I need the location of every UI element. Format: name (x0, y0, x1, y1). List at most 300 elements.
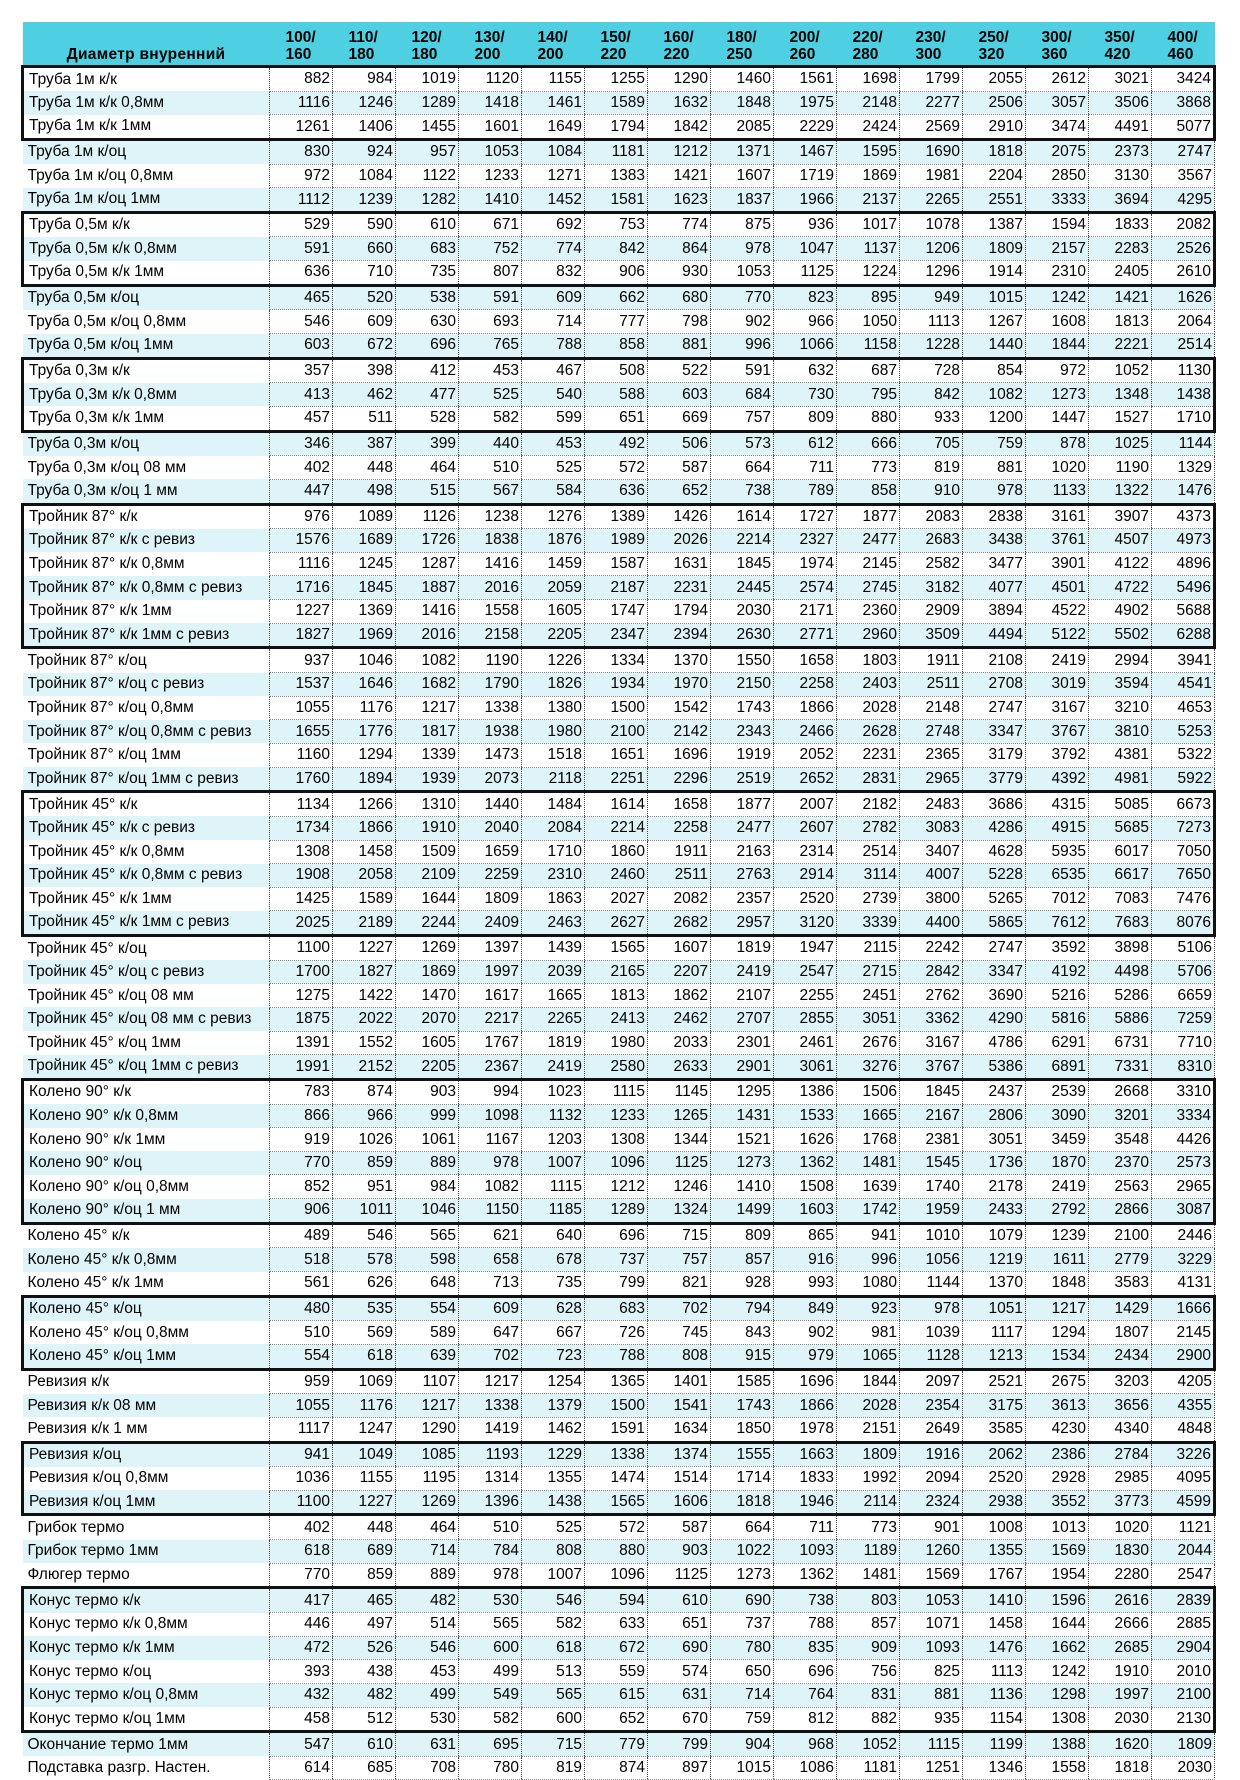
price-cell: 1869 (396, 960, 459, 984)
price-cell: 5122 (1026, 623, 1089, 648)
price-cell: 554 (396, 1296, 459, 1321)
price-cell: 3175 (963, 1394, 1026, 1418)
price-cell: 690 (711, 1588, 774, 1613)
price-cell: 2477 (837, 529, 900, 553)
price-cell: 968 (774, 1732, 837, 1757)
price-cell: 2666 (1089, 1613, 1152, 1637)
price-cell: 1290 (648, 67, 711, 92)
price-cell: 1966 (774, 188, 837, 213)
table-row (23, 792, 1215, 817)
price-cell: 1233 (459, 164, 522, 188)
price-cell: 7683 (1089, 911, 1152, 936)
header-column-diameter: 230/ 300 (900, 22, 963, 67)
price-cell: 1939 (396, 767, 459, 792)
price-cell: 2148 (837, 91, 900, 115)
price-cell: 1698 (837, 67, 900, 92)
price-cell: 5706 (1152, 960, 1215, 984)
price-cell: 2901 (711, 1055, 774, 1080)
price-cell: 1542 (648, 696, 711, 720)
product-name-cell: Конус термо к/оц (23, 1660, 270, 1684)
price-cell: 705 (900, 431, 963, 456)
header-column-diameter: 200/ 260 (774, 22, 837, 67)
price-cell: 652 (648, 479, 711, 504)
price-cell: 1561 (774, 67, 837, 92)
price-cell: 2885 (1152, 1613, 1215, 1637)
price-cell: 1794 (648, 600, 711, 624)
price-cell: 549 (459, 1683, 522, 1707)
price-cell: 518 (270, 1248, 333, 1272)
price-cell: 4400 (900, 911, 963, 936)
price-cell: 7259 (1152, 1007, 1215, 1031)
product-name-cell: Колено 90° к/к (23, 1079, 270, 1104)
price-cell: 1418 (459, 91, 522, 115)
price-cell: 2221 (1089, 334, 1152, 359)
price-cell: 1742 (837, 1199, 900, 1224)
price-cell: 2370 (1089, 1151, 1152, 1175)
price-cell: 1322 (1089, 479, 1152, 504)
price-cell: 1476 (963, 1636, 1026, 1660)
price-cell: 2463 (522, 911, 585, 936)
price-cell: 1587 (585, 552, 648, 576)
price-cell: 3201 (1089, 1104, 1152, 1128)
price-cell: 1410 (459, 188, 522, 213)
price-cell: 600 (522, 1707, 585, 1732)
price-cell: 1605 (522, 600, 585, 624)
product-name-cell: Тройник 87° к/оц 1мм (23, 743, 270, 767)
price-cell: 1370 (963, 1272, 1026, 1297)
price-cell: 2039 (522, 960, 585, 984)
table-row (23, 576, 1215, 600)
price-cell: 1144 (1152, 431, 1215, 456)
price-cell: 1509 (396, 840, 459, 864)
price-cell: 994 (459, 1079, 522, 1104)
price-cell: 1374 (648, 1442, 711, 1467)
price-cell: 5886 (1089, 1007, 1152, 1031)
price-cell: 513 (522, 1660, 585, 1684)
price-cell: 1716 (270, 576, 333, 600)
price-cell: 1649 (522, 115, 585, 140)
price-cell: 770 (711, 285, 774, 310)
price-cell: 1974 (774, 552, 837, 576)
price-cell: 2381 (900, 1128, 963, 1152)
price-cell: 1267 (963, 310, 1026, 334)
price-cell: 2163 (711, 840, 774, 864)
product-name-cell: Конус термо к/оц 1мм (23, 1707, 270, 1732)
price-cell: 1458 (333, 840, 396, 864)
price-cell: 3090 (1026, 1104, 1089, 1128)
price-cell: 1096 (585, 1563, 648, 1588)
product-name-cell: Конус термо к/к (23, 1588, 270, 1613)
price-cell: 2715 (837, 960, 900, 984)
price-cell: 3347 (963, 960, 1026, 984)
price-cell: 1071 (900, 1613, 963, 1637)
price-cell: 5216 (1026, 984, 1089, 1008)
price-cell: 875 (711, 212, 774, 237)
product-name-cell: Труба 0,5м к/к 1мм (23, 261, 270, 286)
price-cell: 784 (459, 1540, 522, 1564)
price-cell: 2547 (774, 960, 837, 984)
price-cell: 858 (837, 479, 900, 504)
price-cell: 1122 (396, 164, 459, 188)
price-cell: 808 (522, 1540, 585, 1564)
price-cell: 770 (270, 1151, 333, 1175)
price-cell: 689 (333, 1540, 396, 1564)
price-cell: 1133 (1026, 479, 1089, 504)
price-table-sheet (21, 22, 1213, 1780)
price-cell: 1860 (585, 840, 648, 864)
price-cell: 1534 (1026, 1344, 1089, 1369)
price-cell: 2433 (963, 1199, 1026, 1224)
price-cell: 3167 (900, 1031, 963, 1055)
price-cell: 1887 (396, 576, 459, 600)
price-cell: 957 (396, 139, 459, 164)
table-row (23, 1079, 1215, 1104)
price-cell: 765 (459, 334, 522, 359)
price-cell: 2145 (1152, 1321, 1215, 1345)
price-cell: 5816 (1026, 1007, 1089, 1031)
price-cell: 737 (711, 1613, 774, 1637)
price-cell: 4007 (900, 864, 963, 888)
price-cell: 880 (837, 406, 900, 431)
price-cell: 715 (648, 1223, 711, 1248)
price-cell: 525 (522, 1515, 585, 1540)
price-cell: 5935 (1026, 840, 1089, 864)
price-cell: 664 (711, 456, 774, 480)
product-name-cell: Труба 0,5м к/оц 0,8мм (23, 310, 270, 334)
price-cell: 857 (711, 1248, 774, 1272)
price-cell: 1219 (963, 1248, 1026, 1272)
product-name-cell: Труба 1м к/оц 0,8мм (23, 164, 270, 188)
price-cell: 1894 (333, 767, 396, 792)
price-cell: 1265 (648, 1104, 711, 1128)
price-cell: 2030 (1089, 1707, 1152, 1732)
price-cell: 1100 (270, 936, 333, 961)
price-cell: 2109 (396, 864, 459, 888)
price-cell: 780 (711, 1636, 774, 1660)
price-cell: 1116 (270, 552, 333, 576)
price-cell: 1181 (837, 1756, 900, 1780)
price-cell: 1803 (837, 648, 900, 673)
price-cell: 3761 (1026, 529, 1089, 553)
price-cell: 1614 (711, 504, 774, 529)
header-column-diameter: 130/ 200 (459, 22, 522, 67)
product-name-cell: Конус термо к/к 1мм (23, 1636, 270, 1660)
price-cell: 3310 (1152, 1079, 1215, 1104)
header-column-diameter: 220/ 280 (837, 22, 900, 67)
price-cell: 1663 (774, 1442, 837, 1467)
product-name-cell: Труба 0,3м к/к (23, 358, 270, 383)
price-cell: 457 (270, 406, 333, 431)
price-cell: 702 (648, 1296, 711, 1321)
price-cell: 546 (522, 1588, 585, 1613)
price-cell: 1355 (963, 1540, 1026, 1564)
price-cell: 2277 (900, 91, 963, 115)
price-cell: 889 (396, 1151, 459, 1175)
price-cell: 4981 (1089, 767, 1152, 792)
price-cell: 612 (774, 431, 837, 456)
price-cell: 864 (648, 237, 711, 261)
price-cell: 618 (270, 1540, 333, 1564)
table-row (23, 1151, 1215, 1175)
price-cell: 1391 (270, 1031, 333, 1055)
price-cell: 1388 (1026, 1732, 1089, 1757)
price-cell: 497 (333, 1613, 396, 1637)
price-cell: 1238 (459, 504, 522, 529)
table-row (23, 1321, 1215, 1345)
price-cell: 730 (774, 383, 837, 407)
price-cell: 1295 (711, 1079, 774, 1104)
price-cell: 4915 (1026, 816, 1089, 840)
product-name-cell: Тройник 45° к/оц 1мм (23, 1031, 270, 1055)
price-cell: 5496 (1152, 576, 1215, 600)
price-cell: 6288 (1152, 623, 1215, 648)
price-cell: 2806 (963, 1104, 1026, 1128)
price-cell: 1228 (900, 334, 963, 359)
price-cell: 1053 (900, 1588, 963, 1613)
price-cell: 2301 (711, 1031, 774, 1055)
price-cell: 4501 (1026, 576, 1089, 600)
price-cell: 1658 (774, 648, 837, 673)
price-cell: 3276 (837, 1055, 900, 1080)
price-cell: 535 (333, 1296, 396, 1321)
price-cell: 2914 (774, 864, 837, 888)
price-cell: 2007 (774, 792, 837, 817)
table-body (23, 67, 1215, 1780)
price-cell: 1380 (522, 696, 585, 720)
price-cell: 2413 (585, 1007, 648, 1031)
price-cell: 632 (774, 358, 837, 383)
price-cell: 780 (459, 1756, 522, 1780)
price-cell: 498 (333, 479, 396, 504)
table-row (23, 285, 1215, 310)
product-name-cell: Труба 0,5м к/оц (23, 285, 270, 310)
price-cell: 618 (522, 1636, 585, 1660)
price-cell: 1651 (585, 743, 648, 767)
price-cell: 711 (774, 1515, 837, 1540)
price-cell: 3509 (900, 623, 963, 648)
price-cell: 610 (333, 1732, 396, 1757)
price-cell: 1837 (711, 188, 774, 213)
table-row (23, 1248, 1215, 1272)
price-cell: 1558 (459, 600, 522, 624)
price-cell: 5106 (1152, 936, 1215, 961)
product-name-cell: Тройник 87° к/оц с ревиз (23, 673, 270, 697)
price-cell: 1700 (270, 960, 333, 984)
price-cell: 7050 (1152, 840, 1215, 864)
price-cell: 1416 (396, 600, 459, 624)
price-cell: 2676 (837, 1031, 900, 1055)
header-column-diameter: 160/ 220 (648, 22, 711, 67)
price-cell: 1416 (459, 552, 522, 576)
price-cell: 589 (396, 1321, 459, 1345)
price-cell: 2064 (1152, 310, 1215, 334)
price-cell: 1121 (1152, 1515, 1215, 1540)
price-cell: 1550 (711, 648, 774, 673)
price-cell: 2231 (648, 576, 711, 600)
price-cell: 1845 (900, 1079, 963, 1104)
price-cell: 3347 (963, 720, 1026, 744)
price-cell: 1051 (963, 1296, 1026, 1321)
price-cell: 4373 (1152, 504, 1215, 529)
price-cell: 993 (774, 1272, 837, 1297)
price-cell: 1631 (648, 552, 711, 576)
price-cell: 1997 (1089, 1683, 1152, 1707)
price-cell: 3167 (1026, 696, 1089, 720)
price-cell: 1125 (648, 1151, 711, 1175)
price-cell: 902 (774, 1321, 837, 1345)
price-cell: 933 (900, 406, 963, 431)
price-cell: 8076 (1152, 911, 1215, 936)
header-column-diameter: 100/ 160 (270, 22, 333, 67)
price-cell: 1206 (900, 237, 963, 261)
product-name-cell: Труба 1м к/к 1мм (23, 115, 270, 140)
product-name-cell: Ревизия к/к 1 мм (23, 1417, 270, 1442)
price-cell: 687 (837, 358, 900, 383)
price-cell: 819 (900, 456, 963, 480)
price-cell: 1144 (900, 1272, 963, 1297)
price-cell: 3773 (1089, 1490, 1152, 1515)
price-cell: 1052 (837, 1732, 900, 1757)
price-cell: 2628 (837, 720, 900, 744)
price-cell: 538 (396, 285, 459, 310)
price-cell: 1039 (900, 1321, 963, 1345)
price-cell: 2784 (1089, 1442, 1152, 1467)
price-cell: 678 (522, 1248, 585, 1272)
price-cell: 1190 (459, 648, 522, 673)
price-cell: 1818 (963, 139, 1026, 164)
price-cell: 1113 (900, 310, 963, 334)
price-cell: 3800 (900, 887, 963, 911)
product-name-cell: Флюгер термо (23, 1563, 270, 1588)
price-cell: 1389 (585, 504, 648, 529)
price-cell: 1740 (900, 1175, 963, 1199)
price-cell: 1339 (396, 743, 459, 767)
price-cell: 448 (333, 456, 396, 480)
product-name-cell: Тройник 87° к/к 1мм (23, 600, 270, 624)
price-cell: 915 (711, 1344, 774, 1369)
table-row (23, 1055, 1215, 1080)
price-cell: 1154 (963, 1707, 1026, 1732)
price-cell: 3474 (1026, 115, 1089, 140)
price-cell: 1371 (711, 139, 774, 164)
price-cell: 1369 (333, 600, 396, 624)
price-cell: 546 (270, 310, 333, 334)
price-cell: 2207 (648, 960, 711, 984)
price-cell: 1658 (648, 792, 711, 817)
price-cell: 1242 (1026, 1660, 1089, 1684)
price-cell: 1632 (648, 91, 711, 115)
price-cell: 1125 (774, 261, 837, 286)
price-cell: 482 (396, 1588, 459, 1613)
price-cell: 759 (963, 431, 1026, 456)
price-cell: 1514 (648, 1467, 711, 1491)
price-cell: 1227 (333, 936, 396, 961)
price-cell: 510 (270, 1321, 333, 1345)
price-cell: 1093 (774, 1540, 837, 1564)
product-name-cell: Тройник 45° к/оц с ревиз (23, 960, 270, 984)
price-cell: 636 (585, 479, 648, 504)
price-cell: 2118 (522, 767, 585, 792)
price-cell: 3438 (963, 529, 1026, 553)
price-cell: 3057 (1026, 91, 1089, 115)
price-cell: 696 (774, 1660, 837, 1684)
price-cell: 3019 (1026, 673, 1089, 697)
price-cell: 1916 (900, 1442, 963, 1467)
price-cell: 522 (648, 358, 711, 383)
price-cell: 937 (270, 648, 333, 673)
price-cell: 984 (333, 67, 396, 92)
header-column-diameter: 350/ 420 (1089, 22, 1152, 67)
table-row (23, 1223, 1215, 1248)
price-cell: 1167 (459, 1128, 522, 1152)
price-cell: 3868 (1152, 91, 1215, 115)
price-cell: 651 (648, 1613, 711, 1637)
price-cell: 1591 (585, 1417, 648, 1442)
price-cell: 1736 (963, 1151, 1026, 1175)
table-row (23, 960, 1215, 984)
price-cell: 902 (711, 310, 774, 334)
price-cell: 573 (711, 431, 774, 456)
price-cell: 1848 (711, 91, 774, 115)
price-cell: 1500 (585, 1394, 648, 1418)
price-cell: 2928 (1026, 1467, 1089, 1491)
price-cell: 599 (522, 406, 585, 431)
price-cell: 882 (837, 1707, 900, 1732)
price-cell: 2573 (1152, 1151, 1215, 1175)
price-cell: 5077 (1152, 115, 1215, 140)
price-cell: 1212 (585, 1175, 648, 1199)
price-cell: 1362 (774, 1563, 837, 1588)
price-cell: 4786 (963, 1031, 1026, 1055)
price-cell: 2748 (900, 720, 963, 744)
price-cell: 3779 (963, 767, 1026, 792)
price-cell: 2152 (333, 1055, 396, 1080)
price-cell: 2157 (1026, 237, 1089, 261)
price-cell: 3567 (1152, 164, 1215, 188)
price-cell: 1608 (1026, 310, 1089, 334)
table-row (23, 1344, 1215, 1369)
price-cell: 3907 (1089, 504, 1152, 529)
price-cell: 1662 (1026, 1636, 1089, 1660)
price-cell: 600 (459, 1636, 522, 1660)
price-cell: 1541 (648, 1394, 711, 1418)
price-cell: 5865 (963, 911, 1026, 936)
price-cell: 1082 (459, 1175, 522, 1199)
price-cell: 1809 (963, 237, 1026, 261)
price-cell: 7331 (1089, 1055, 1152, 1080)
price-cell: 453 (396, 1660, 459, 1684)
product-name-cell: Колено 90° к/оц 0,8мм (23, 1175, 270, 1199)
price-cell: 1938 (459, 720, 522, 744)
price-cell: 972 (270, 164, 333, 188)
price-cell: 1273 (711, 1563, 774, 1588)
price-cell: 508 (585, 358, 648, 383)
price-cell: 830 (270, 139, 333, 164)
price-cell: 2675 (1026, 1369, 1089, 1394)
price-cell: 639 (396, 1344, 459, 1369)
price-cell: 757 (711, 406, 774, 431)
price-cell: 1634 (648, 1417, 711, 1442)
price-cell: 1978 (774, 1417, 837, 1442)
table-row (23, 1490, 1215, 1515)
price-cell: 1848 (1026, 1272, 1089, 1297)
product-name-cell: Труба 0,3м к/оц (23, 431, 270, 456)
price-cell: 672 (585, 1636, 648, 1660)
price-cell: 598 (396, 1248, 459, 1272)
price-cell: 880 (585, 1540, 648, 1564)
table-row (23, 1175, 1215, 1199)
price-cell: 1069 (333, 1369, 396, 1394)
